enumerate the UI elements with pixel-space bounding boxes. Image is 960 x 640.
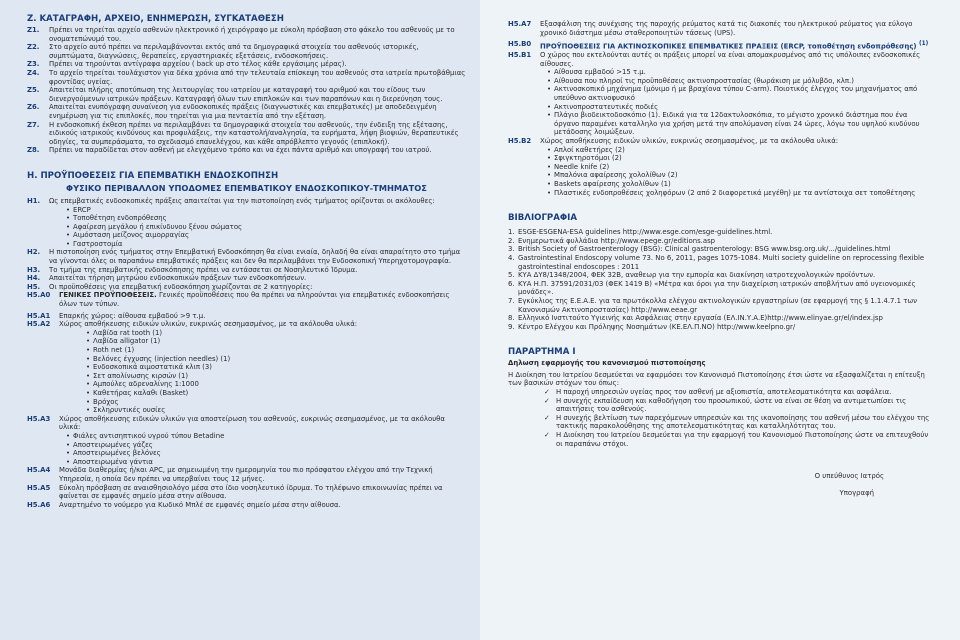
list-item-text: Αίθουσα που πληροί τις προϋποθέσεις ακτινοπροστασίας (θωράκιση με μόλυβδο, κλπ.) — [554, 76, 854, 85]
paragraph-h5a0 — [27, 291, 466, 308]
paragraph-code: Η5.Β0 — [508, 40, 532, 49]
list-item — [63, 441, 466, 450]
list-item — [83, 406, 466, 415]
list-item-text: Roth net (1) — [93, 346, 135, 354]
list-item — [63, 432, 466, 441]
appendix-intro: Η Διοίκηση του Ιατρείου δεσμεύεται να εφαρμόσει τον Κανονισμό Πιστοποίησης έτσι ώστε να εξασφαλίζεται η επίτευξη των βασικών στόχων του όπως: — [508, 370, 925, 388]
paragraph-code: Η4. — [27, 274, 41, 283]
paragraph-code: Ζ6. — [27, 103, 40, 112]
list-item — [544, 154, 932, 163]
bibliography-text: Κέντρο Ελέγχου και Πρόληψης Νοσημάτων (ΚΕ.ΕΛ.Π.ΝΟ) http://www.keelpno.gr/ — [518, 322, 796, 331]
bibliography-text: ΚΥΑ Η.Π. 37591/2031/03 (ΦΕΚ 1419 Β) «Μέτρα και όροι για την διαχείριση ιατρικών αποβλήτων από υγειονομικές μονάδες». — [518, 279, 916, 297]
bibliography-number: 5. — [508, 271, 515, 280]
bullet-icon: • — [546, 145, 552, 154]
paragraph-text: Ο χώρος που εκτελούνται αυτές οι πράξεις μπορεί να είναι απομακρυσμένος από τις υπόλοιπες ενδοσκοπικές αίθουσες. — [540, 51, 921, 68]
paragraph-text: Χώρος αποθήκευσης ειδικών υλικών για αποστείρωση του ασθενούς, ευκρινώς σεσημασμένος, με τα ακόλουθα υλικά: — [59, 414, 445, 432]
checkmark-icon: ✓ — [544, 431, 550, 440]
bullet-icon: • — [85, 337, 91, 346]
paragraph-text: Η ενδοσκοπική έκθεση πρέπει να περιλαμβάνει τα δημογραφικά στοιχεία του ασθενούς, την ένδειξη της εξέτασης, ειδικούς ιατρικούς κινδύνους και προφυλάξεις, την καταστολή/αναλγησία, τα ευρήματα, λήψη βιοψιών, θεραπευτικές οδηγίες, τα συμπεράσματα, το σχεδιασμό επανελέγχου, και κάθε απρόβλεπτο γεγονός (επιπλοκή). — [49, 120, 459, 146]
list-item-text: Αμπούλες αδρεναλίνης 1:1000 — [93, 380, 199, 389]
list-item-text: Λαβίδα alligator (1) — [93, 337, 161, 346]
bibliography-item — [508, 254, 932, 271]
paragraph-h1 — [27, 197, 466, 206]
list-item-text: Baskets αφαίρεσης χολολίθων (1) — [554, 179, 671, 188]
list-item — [63, 449, 466, 458]
signature-label: Υπογραφή — [839, 488, 874, 497]
list-item-text: Πλαστικές ενδοπροθέσεις χοληφόρων (2 από 2 διαφορετικά μεγέθη) με τα αντίστοιχα σετ τοποθέτησης — [554, 188, 916, 197]
list-item — [544, 103, 932, 112]
list-item — [544, 85, 932, 102]
checklist-text: Η συνεχής εκπαίδευση και καθοδήγηση του προσωπικού, ώστε να είναι σε θέση να αντιμετωπίσει τις απαιτήσεις του ασθενούς. — [556, 396, 907, 414]
bibliography-item — [508, 228, 932, 237]
bibliography-item — [508, 323, 932, 332]
list-item-text: Σφιγκτηροτόμοι (2) — [554, 154, 622, 163]
bibliography-text: British Society of Gastroenterology (BSG): Clinical gastroenterology: BSG www.bsg.org.uk/.../guidelines.html — [518, 245, 891, 254]
bibliography-number: 2. — [508, 236, 515, 245]
paragraph-code: Η5. — [27, 282, 41, 291]
bullet-icon: • — [546, 154, 552, 163]
h5b2-bullet-list — [544, 146, 932, 198]
bibliography-item — [508, 237, 932, 246]
paragraph-z — [27, 146, 466, 155]
paragraph-text: Μονάδα διαθερμίας ή/και APC, με σημειωμένη την ημερομηνία του πιο πρόσφατου ελέγχου από την Τεχνική Υπηρεσία, η οποία δεν πρέπει να υπερβαίνει τους 12 μήνες. — [59, 466, 433, 483]
list-item-text: Καθετήρας καλαθι (Basket) — [93, 388, 189, 397]
bullet-icon: • — [65, 205, 71, 214]
bibliography-item — [508, 297, 932, 314]
paragraph-h5a1 — [27, 312, 466, 321]
list-item-text: Ακτινοσκοπικό μηχάνημα (μόνιμο ή με βραχίονα τύπου C-arm). Ποιοτικός έλεγχος του μηχανήματος από υπεύθυνο ακτινοφυσικό — [554, 85, 918, 103]
bibliography-number: 7. — [508, 296, 515, 305]
bibliography-text: ESGE-ESGENA-ESA guidelines http://www.esge.com/esge-guidelines.html. — [518, 228, 773, 237]
paragraph-label: ΓΕΝΙΚΕΣ ΠΡΟΫΠΟΘΕΣΕΙΣ. — [59, 291, 157, 300]
bibliography-text: Εγκύκλιος της Ε.Ε.Α.Ε. για τα πρωτόκολλα ελέγχου ακτινολογικών εργαστηρίων (σε εφαρμογή της § 1.1.4.7.1 των Κανονισμών Ακτινοπροστασίας) http://www.eeae.gr — [518, 296, 917, 314]
paragraph-text: Χώρος αποθήκευσης ειδικών υλικών, ευκρινώς σεσημασμένος, με τα ακόλουθα υλικά: — [59, 320, 358, 329]
right-page — [480, 0, 960, 640]
bibliography-item — [508, 280, 932, 297]
appendix-subtitle: Δηλωση εφαρμογής του κανονισμού πιστοποίησης — [508, 359, 706, 368]
paragraph-code: Η5.Α7 — [508, 20, 532, 28]
paragraph-text: Απαιτείται τήρηση μητρώου ενδοσκοπικών πράξεων των ενδοσκοπήσεων. — [49, 274, 307, 283]
paragraph-code: Η5.Α0 — [27, 291, 51, 300]
paragraph-h5a5 — [27, 484, 466, 501]
checkmark-icon: ✓ — [544, 413, 550, 422]
paragraph-code: Ζ3. — [27, 60, 40, 69]
checkmark-icon: ✓ — [544, 396, 550, 405]
paragraph-text: Στο αρχείο αυτό πρέπει να περιλαμβάνονται εκτός από τα δημογραφικά στοιχεία του ασθενούς ιστορικές, συμπτώματα, διαγνώσεις, θεραπείες, εργαστηριακές εξετάσεις, ενδοσκοπήσεις. — [49, 43, 419, 60]
signature-role: Ο υπεύθυνος Ιατρός — [814, 472, 884, 481]
list-item-text: Πλάγιο βιοδεικτοδοσκόπιο (1). Ειδικά για τα 12δακτυλοσκόπια, το μέγιστο χρονικό διάστημα που ένα όργανο παραμένει καταλληλο για χρήση μετά την απολύμανση είναι 24 ώρες, λόγω του υψηλού κινδύνου μετάδοσης λοιμώξεων. — [554, 111, 920, 137]
paragraph-text: Οι προϋποθέσεις για επεμβατική ενδοσκόπηση χωρίζονται σε 2 κατηγορίες: — [49, 282, 313, 291]
paragraph-code: Η5.Α3 — [27, 414, 51, 423]
bibliography-number: 9. — [508, 322, 515, 331]
list-item — [544, 163, 932, 172]
bullet-icon: • — [546, 171, 552, 180]
list-item-text: Ενδοσκοπικά αιμοστατικά κλιπ (3) — [93, 363, 212, 372]
bullet-icon: • — [85, 371, 91, 380]
paragraph-z — [27, 69, 466, 86]
bullet-icon: • — [546, 102, 552, 111]
bullet-icon: • — [65, 457, 71, 466]
bibliography-item — [508, 314, 932, 323]
footnote-ref: (1) — [918, 41, 929, 48]
bullet-icon: • — [65, 222, 71, 231]
paragraph-h5b0 — [508, 40, 932, 51]
bibliography-number: 8. — [508, 314, 515, 323]
paragraph-h5a7 — [508, 20, 932, 37]
bullet-icon: • — [546, 188, 552, 197]
paragraph-text: Το αρχείο τηρείται τουλάχιστον για δέκα χρόνια από την τελευταία επίσκεψη του ασθενούς στα ιατρεία πρωτοβάθμιας φροντίδας υγείας. — [49, 68, 466, 86]
bibliography-number: 1. — [508, 228, 515, 237]
paragraph-text: Εύκολη πρόσβαση σε αναισθησιολόγο μέσα στο ίδιο νοσηλευτικό ίδρυμα. Το τηλέφωνο επικοινωνίας πρέπει να φαίνεται σε εμφανές σημείο μέσα στην αίθουσα. — [59, 483, 443, 501]
checklist-item — [544, 388, 932, 397]
paragraph-h5a4 — [27, 466, 466, 483]
list-item-text: Λαβίδα rat tooth (1) — [93, 328, 163, 337]
bibliography-text: Ελληνικό Ινστιτούτο Υγιεινής και Ασφάλειας στην εργασία (ΕΛ.ΙΝ.Υ.Α.Ε)http://www.elinyae.gr/el/index.jsp — [518, 314, 883, 323]
paragraph-z — [27, 103, 466, 120]
bullet-icon: • — [65, 431, 71, 440]
section-h-list — [27, 248, 466, 291]
bullet-icon: • — [65, 239, 71, 248]
appendix-title: ΠΑΡΑΡΤΗΜΑ Ι — [508, 347, 576, 358]
paragraph-code: Ζ8. — [27, 146, 40, 155]
paragraph-code: Η3. — [27, 265, 41, 274]
bullet-icon: • — [546, 85, 552, 94]
bibliography-text: Ενημερωτικά φυλλάδια http://www.epege.gr/editions.asp — [518, 236, 716, 245]
list-item-text: Αιμόσταση μείζονος αιμορραγίας — [73, 231, 190, 240]
paragraph-code: Η5.Α2 — [27, 320, 51, 329]
list-item-text: Αποστειρωμένα γάντια — [73, 457, 153, 466]
paragraph-text: ΠΡΟΫΠΟΘΕΣΕΙΣ ΓΙΑ ΑΚΤΙΝΟΣΚΟΠΙΚΕΣ ΕΠΕΜΒΑΤΙΚΕΣ ΠΡΑΞΕΙΣ (ERCP, τοποθέτηση ενδοπρόθεσης) — [540, 42, 917, 51]
paragraph-h5b2 — [508, 137, 932, 146]
paragraph-code: Η5.Α4 — [27, 466, 51, 475]
list-item — [83, 346, 466, 355]
list-item — [83, 337, 466, 346]
bullet-icon: • — [65, 449, 71, 458]
bullet-icon: • — [65, 231, 71, 240]
list-item-text: ERCP — [73, 205, 91, 214]
h5a3-bullet-list — [63, 432, 466, 466]
paragraph-code: Η5.Α6 — [27, 500, 51, 509]
list-item-text: Απλοί καθετήρες (2) — [554, 145, 625, 154]
list-item — [544, 189, 932, 198]
list-item — [83, 329, 466, 338]
bullet-icon: • — [546, 179, 552, 188]
paragraph-h — [27, 266, 466, 275]
bibliography-list — [508, 228, 932, 331]
list-item — [83, 380, 466, 389]
bullet-icon: • — [546, 111, 552, 120]
list-item — [63, 231, 466, 240]
paragraph-h5a2 — [27, 320, 466, 329]
h5b1-bullet-list — [544, 68, 932, 137]
list-item — [83, 389, 466, 398]
paragraph-code: Η2. — [27, 248, 41, 257]
paragraph-code: Η5.Α1 — [27, 311, 51, 320]
list-item-text: Τοποθέτηση ενδοπρόθεσης — [73, 214, 167, 223]
paragraph-code: Η5.Β2 — [508, 137, 532, 146]
list-item-text: Αποστειρωμένες βελόνες — [73, 449, 161, 458]
list-item — [63, 206, 466, 215]
list-item-text: Αποστειρωμένες γάζες — [73, 440, 153, 449]
list-item — [83, 372, 466, 381]
checkmark-icon: ✓ — [544, 388, 550, 397]
list-item-text: Σετ απολίνωσης κιρσών (1) — [93, 371, 189, 380]
paragraph-text: Απαιτείται πλήρης αποτύπωση της λειτουργίας του ιατρείου με καταγραφή του αριθμού και του είδους των διενεργούμενων ιατρικών πράξεων. Καταγραφή όλων των επιπλοκών και των παραπόνων και η διερεύνηση τους. — [49, 86, 443, 103]
paragraph-text: Απαιτείται ενυπόγραφη συναίνεση για ενδοσκοπικές πράξεις (διαγνωστικές και επεμβατικές) με αποδεδειγμένη ενημέρωση για τις επιπλοκές, που τηρείται για μια πενταετία από την εξέταση. — [49, 103, 437, 120]
bullet-icon: • — [85, 346, 91, 354]
list-item-text: Needle knife (2) — [554, 162, 610, 171]
paragraph-z — [27, 121, 466, 147]
list-item — [544, 171, 932, 180]
paragraph-h5a3 — [27, 415, 466, 432]
checklist-text: Η συνεχής βελτίωση των παρεχόμενων υπηρεσιών και της ικανοποίησης του ασθενή μέσω του ελέγχου της τακτικής παρακολούθησης της αποτελεσματικότητας και καταλληλότητας του. — [556, 413, 930, 431]
list-item — [63, 214, 466, 223]
paragraph-code: Η5.Β1 — [508, 51, 532, 60]
bullet-icon: • — [85, 328, 91, 337]
list-item — [63, 458, 466, 467]
paragraph-code: Η1. — [27, 196, 41, 205]
section-z-title: Ζ. ΚΑΤΑΓΡΑΦΗ, ΑΡΧΕΙΟ, ΕΝΗΜΕΡΩΣΗ, ΣΥΓΚΑΤΑΘΕΣΗ — [27, 14, 284, 24]
paragraph-code: Ζ7. — [27, 120, 40, 129]
list-item — [544, 111, 932, 137]
list-item — [83, 355, 466, 364]
bibliography-text: ΚΥΑ ΔΥ8/1348/2004, ΦΕΚ 32Β, αναθεωρ για την εμπορία και διακίνηση ιατροτεχνολογικών προϊόντων. — [518, 271, 876, 280]
paragraph-text: Ως επεμβατικές ενδοσκοπικές πράξεις απαιτείται για την πιστοποίηση ενός τμήματος ορίζονται οι ακόλουθες: — [49, 196, 435, 205]
list-item-text: Βρόχος — [93, 397, 119, 406]
paragraph-h — [27, 274, 466, 283]
list-item — [544, 146, 932, 155]
section-z-list — [27, 26, 466, 155]
paragraph-text: Πρέπει να τηρούνται αντίγραφα αρχείου ( back up στο τέλος κάθε εργάσιμης μέρας). — [49, 60, 347, 69]
paragraph-z — [27, 60, 466, 69]
paragraph-code: Η5.Α5 — [27, 483, 51, 492]
paragraph-z — [27, 26, 466, 43]
bibliography-item — [508, 271, 932, 280]
appendix-checklist — [508, 388, 932, 448]
section-h-title: Η. ΠΡΟΫΠΟΘΕΣΕΙΣ ΓΙΑ ΕΠΕΜΒΑΤΙΚΗ ΕΝΔΟΣΚΟΠΗΣΗ — [27, 170, 279, 181]
list-item — [544, 180, 932, 189]
paragraph-text: Επαρκής χώρος: αίθουσα εμβαδού >9 τ.μ. — [59, 311, 206, 320]
paragraph-z — [27, 86, 466, 103]
list-item-text: Γαστροστομία — [73, 239, 123, 248]
bibliography-number: 4. — [508, 253, 515, 262]
paragraph-code: Ζ5. — [27, 86, 40, 95]
bullet-icon: • — [546, 68, 552, 77]
bullet-icon: • — [546, 162, 552, 171]
bibliography-text: Gastrointestinal Endoscopy volume 73. No 6, 2011, pages 1075-1084. Multi society guideline on reprocessing flexible gastrointestinal endoscopes : 2011 — [518, 253, 925, 271]
list-item-text: Σκληρυντικές ουσίες — [93, 406, 166, 415]
list-item-text: Αίθουσα εμβαδού >15 τ.μ. — [554, 68, 646, 77]
paragraph-h5a6 — [27, 501, 466, 510]
paragraph-text: Αναρτημένο το νούμερο για Κωδικό Μπλέ σε εμφανές σημείο μέσα στην αίθουσα. — [59, 500, 341, 509]
bullet-icon: • — [85, 388, 91, 397]
bullet-icon: • — [85, 380, 91, 389]
paragraph-text: Το τμήμα της επεμβατικής ενδοσκόπησης πρέπει να εντάσσεται σε Νοσηλευτικό Ίδρυμα. — [49, 265, 358, 274]
list-item — [63, 223, 466, 232]
bullet-icon: • — [85, 354, 91, 363]
checklist-text: Η παροχή υπηρεσιών υγείας προς τον ασθενή με αξιοπιστία, αποτελεσματικότητα και ασφάλεια. — [556, 388, 892, 397]
paragraph-text: Πρέπει να παραδίδεται στον ασθενή με ελεγχόμενο τρόπο και να έχει πάντα αριθμό και υπογραφή του ιατρού. — [49, 146, 432, 155]
paragraph-code: Ζ2. — [27, 43, 40, 52]
checklist-item — [544, 431, 932, 448]
list-item-text: Αφαίρεση μεγάλου ή επικίνδυνου ξένου σώματος — [73, 222, 243, 231]
list-item-text: Μπαλόνια αφαίρεσης χολολίθων (2) — [554, 171, 678, 180]
h1-bullet-list — [63, 206, 466, 249]
paragraph-text: Χώρος αποθήκευσης ειδικών υλικών, ευκρινώς σεσημασμένος, με τα ακόλουθα υλικά: — [540, 137, 839, 146]
checklist-text: Η Διοίκηση του Ιατρείου δεσμεύεται για την εφαρμογή του Κανονισμού Πιστοποίησης ώστε να επιτευχθούν οι παραπάνω στόχοι. — [556, 431, 929, 448]
list-item-text: Φιάλες αντισηπτικού υγρού τύπου Betadine — [73, 431, 225, 440]
bullet-icon: • — [65, 214, 71, 223]
checklist-item — [544, 414, 932, 431]
bullet-icon: • — [85, 397, 91, 406]
paragraph-text: Πρέπει να τηρείται αρχείο ασθενών ηλεκτρονικό ή χειρόγραφο με εύκολη πρόσβαση στο φάκελο του ασθενούς με το ονοματεπώνυμό του. — [49, 26, 455, 43]
bullet-icon: • — [85, 406, 91, 415]
paragraph-code: Ζ4. — [27, 68, 40, 77]
paragraph-h — [27, 248, 466, 265]
bibliography-item — [508, 245, 932, 254]
bullet-icon: • — [85, 363, 91, 372]
list-item — [63, 240, 466, 249]
section-h-subtitle: ΦΥΣΙΚΟ ΠΕΡΙΒΑΛΛΟΝ ΥΠΟΔΟΜΕΣ ΕΠΕΜΒΑΤΙΚΟΥ ΕΝΔΟΣΚΟΠΙΚΟΥ-ΤΜΗΜΑΤΟΣ — [66, 182, 427, 193]
list-item — [83, 363, 466, 372]
list-item — [544, 68, 932, 77]
h5a2-bullet-list — [83, 329, 466, 415]
list-item — [544, 77, 932, 86]
paragraph-text: Γενικές προϋποθέσεις που θα πρέπει να πληρούνται για επεμβατικές ενδοσκοπήσεις όλων των τύπων. — [59, 291, 450, 309]
paragraph-z — [27, 43, 466, 60]
bullet-icon: • — [65, 440, 71, 449]
paragraph-h5b1 — [508, 51, 932, 68]
bibliography-number: 3. — [508, 245, 515, 254]
list-item-text: Βελόνες έγχυσης (injection needles) (1) — [93, 354, 231, 363]
paragraph-text: Εξασφάλιση της συνέχισης της παροχής ρεύματος κατά τις διακοπές του ηλεκτρικού ρεύματος για εύλογο χρονικό διάστημα μέσω σταθεροποιητών τάσεως (UPS). — [540, 20, 913, 37]
list-item-text: Ακτινοπροστατευτικές ποδιές — [554, 102, 659, 111]
bibliography-title: ΒΙΒΛΙΟΓΡΑΦΙΑ — [508, 213, 578, 224]
bullet-icon: • — [546, 76, 552, 85]
paragraph-text: Η πιστοποίηση ενός τμήματος στην Επεμβατική Ενδοσκόπηση θα είναι ενιαία, δηλαδή θα είναι απαραίτητο στο τμήμα να γίνονται όλες οι παραπάνω επεμβατικές πράξεις και δεν θα περιλαμβάνει την Ενδοσκοπική Υπερηχοτομογραφία. — [49, 248, 461, 266]
checklist-item — [544, 397, 932, 414]
bibliography-number: 6. — [508, 279, 515, 288]
list-item — [83, 398, 466, 407]
paragraph-code: Ζ1. — [27, 26, 40, 34]
